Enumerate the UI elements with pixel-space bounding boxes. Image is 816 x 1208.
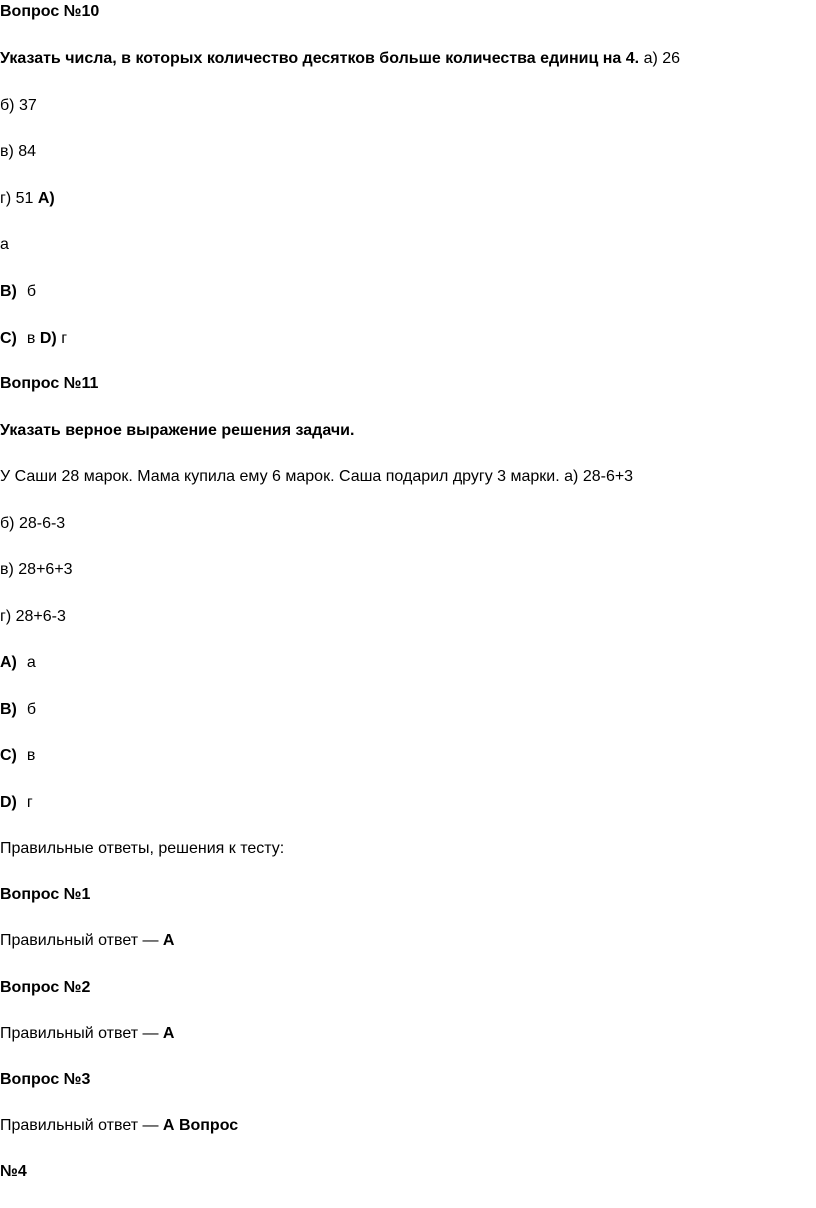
answer-1-heading: Вопрос №1 — [0, 886, 91, 903]
answer-1-value: А — [162, 932, 175, 949]
answer-3-line — [0, 1116, 238, 1136]
question-10-option-b: б) 37 — [0, 97, 37, 114]
question-10-text-line — [0, 49, 680, 69]
question-10-answer-d-key: D) — [39, 330, 57, 347]
question-11-answer-c — [0, 746, 35, 766]
question-11-answer-b — [0, 700, 36, 720]
question-10-answer-c-value: в — [26, 330, 36, 347]
question-11-problem-line — [0, 467, 633, 487]
question-10-answer-a-key: А) — [37, 190, 55, 207]
answer-4-heading-part2: №4 — [0, 1163, 27, 1180]
question-10-answer-c-d — [0, 329, 67, 349]
question-10-answer-c-key: С) — [0, 330, 17, 347]
question-10-heading: Вопрос №10 — [0, 3, 100, 20]
answer-2-line — [0, 1024, 174, 1044]
question-10-text: Указать числа, в которых количество десятков больше количества единиц на 4. — [0, 50, 640, 67]
answer-3-heading: Вопрос №3 — [0, 1071, 91, 1088]
question-11-text: Указать верное выражение решения задачи. — [0, 422, 355, 439]
answer-1-line — [0, 931, 174, 951]
answer-1-text: Правильный ответ — — [0, 932, 159, 949]
question-10-option-a: а) 26 — [643, 50, 681, 67]
question-11-answer-a-value: а — [26, 654, 36, 671]
question-11-option-a: а) 28-6+3 — [564, 468, 634, 485]
question-10-answer-b — [0, 282, 36, 302]
question-11-answer-d-value: г — [26, 794, 33, 811]
answer-2-value: А — [162, 1025, 175, 1042]
answer-2-heading: Вопрос №2 — [0, 979, 91, 996]
question-10-option-c: в) 84 — [0, 143, 37, 160]
question-11-option-d: г) 28+6-3 — [0, 608, 66, 625]
question-11-answer-b-value: б — [26, 701, 37, 718]
question-11-answer-d-key: D) — [0, 794, 17, 811]
question-11-option-b: б) 28-6-3 — [0, 515, 66, 532]
answer-4-heading-part1: Вопрос — [178, 1117, 239, 1134]
question-11-answer-c-value: в — [26, 747, 36, 764]
question-10-answer-b-value: б — [26, 283, 37, 300]
answers-title: Правильные ответы, решения к тесту: — [0, 840, 285, 857]
question-10-option-d-line — [0, 189, 55, 209]
question-11-answer-d — [0, 793, 33, 813]
answer-3-text: Правильный ответ — — [0, 1117, 159, 1134]
answer-3-value: А — [162, 1117, 175, 1134]
question-10-answer-b-key: В) — [0, 283, 17, 300]
question-10-answer-a-value: а — [0, 236, 9, 253]
question-11-problem: У Саши 28 марок. Мама купила ему 6 марок. Саша подарил другу 3 марки. — [0, 468, 560, 485]
question-11-answer-c-key: С) — [0, 747, 17, 764]
question-11-heading: Вопрос №11 — [0, 375, 99, 392]
question-11-answer-b-key: В) — [0, 701, 17, 718]
answer-2-text: Правильный ответ — — [0, 1025, 159, 1042]
question-11-answer-a-key: А) — [0, 654, 17, 671]
question-11-answer-a — [0, 653, 36, 673]
question-10-answer-d-value: г — [61, 330, 68, 347]
question-10-option-d: г) 51 — [0, 190, 34, 207]
question-11-option-c: в) 28+6+3 — [0, 561, 73, 578]
